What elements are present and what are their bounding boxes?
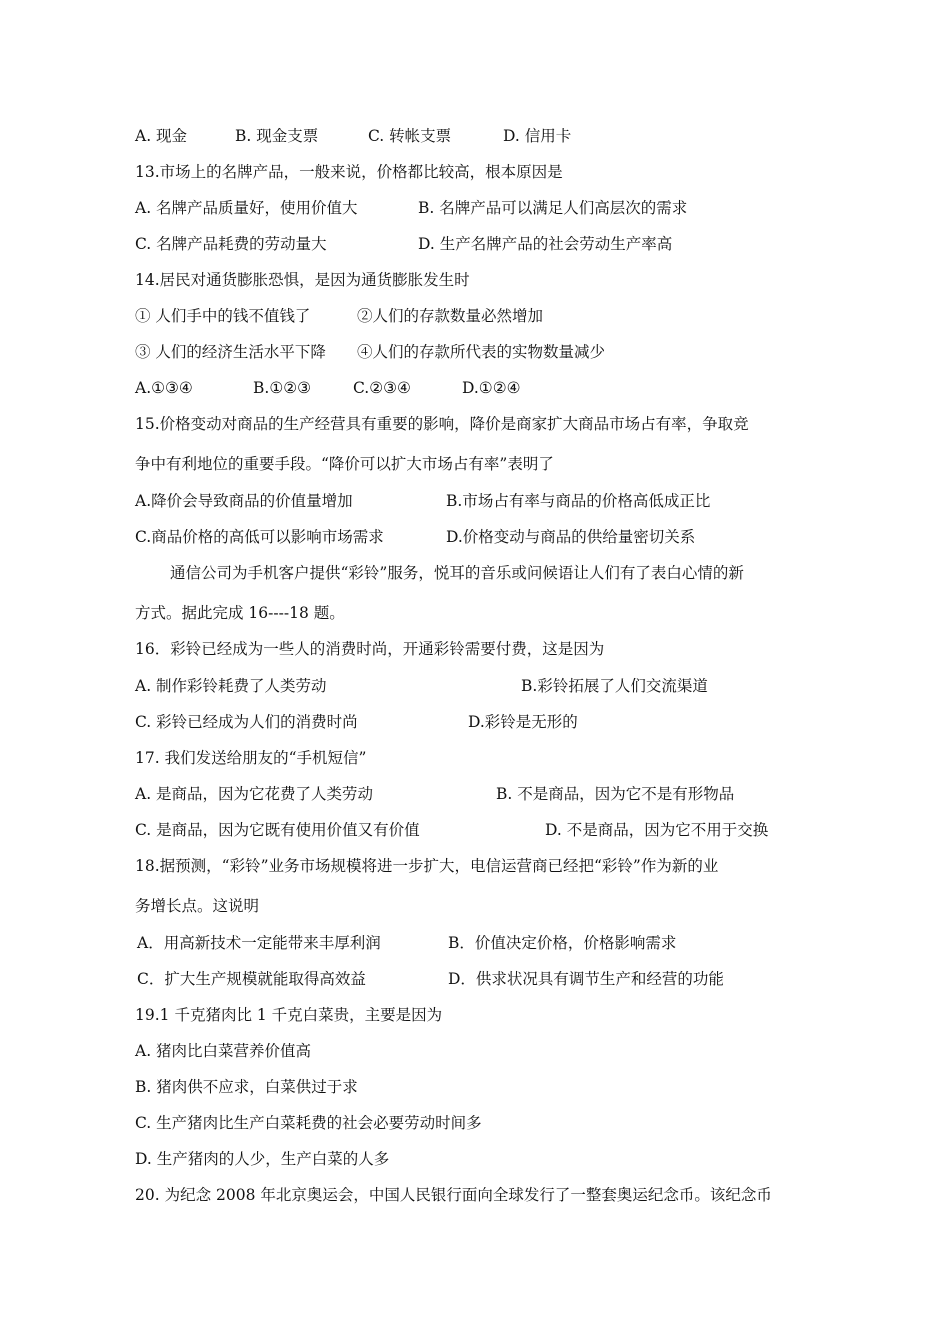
option-d: D. 生产名牌产品的社会劳动生产率高: [418, 235, 673, 253]
option-a: A. 制作彩铃耗费了人类劳动: [135, 677, 327, 695]
question-17: 17. 我们发送给朋友的“手机短信”: [135, 749, 367, 767]
statement-4: ④人们的存款所代表的实物数量减少: [357, 343, 606, 361]
question-18-line-1: 18.据预测，“彩铃”业务市场规模将进一步扩大，电信运营商已经把“彩铃”作为新的业: [135, 857, 719, 875]
option-b: B.市场占有率与商品的价格高低成正比: [446, 492, 711, 510]
option-d: D.彩铃是无形的: [468, 713, 578, 731]
passage-line-2: 方式。据此完成 16----18 题。: [135, 604, 345, 622]
statement-1: ① 人们手中的钱不值钱了: [135, 307, 311, 325]
option-a: A. 是商品，因为它花费了人类劳动: [135, 785, 374, 803]
question-20: 20. 为纪念 2008 年北京奥运会，中国人民银行面向全球发行了一整套奥运纪念币。该纪念币: [135, 1186, 772, 1204]
option-b: B．价值决定价格，价格影响需求: [448, 934, 677, 952]
option-a: A.①③④: [135, 379, 193, 397]
statement-2: ②人们的存款数量必然增加: [357, 307, 544, 325]
question-13: 13.市场上的名牌产品，一般来说，价格都比较高，根本原因是: [135, 163, 563, 181]
option-b: B. 现金支票: [235, 127, 319, 145]
passage-line-1: 通信公司为手机客户提供“彩铃”服务，悦耳的音乐或问候语让人们有了表白心情的新: [170, 564, 744, 582]
option-d: D. 信用卡: [503, 127, 572, 145]
option-c: C. 是商品，因为它既有使用价值又有价值: [135, 821, 420, 839]
option-c: C. 名牌产品耗费的劳动量大: [135, 235, 327, 253]
option-c: C.②③④: [353, 379, 411, 397]
option-b: B. 名牌产品可以满足人们高层次的需求: [418, 199, 688, 217]
question-19: 19.1 千克猪肉比 1 千克白菜贵，主要是因为: [135, 1006, 443, 1024]
question-15-line-2: 争中有利地位的重要手段。“降价可以扩大市场占有率”表明了: [135, 455, 554, 473]
question-18-line-2: 务增长点。这说明: [135, 897, 260, 915]
option-a: A．用高新技术一定能带来丰厚利润: [137, 934, 381, 952]
question-14: 14.居民对通货膨胀恐惧，是因为通货膨胀发生时: [135, 271, 470, 289]
question-16: 16．彩铃已经成为一些人的消费时尚，开通彩铃需要付费，这是因为: [135, 640, 605, 658]
option-d: D. 不是商品，因为它不用于交换: [545, 821, 769, 839]
option-c: C. 彩铃已经成为人们的消费时尚: [135, 713, 358, 731]
option-c: C．扩大生产规模就能取得高效益: [137, 970, 366, 988]
option-d: D．供求状况具有调节生产和经营的功能: [448, 970, 724, 988]
option-b: B. 不是商品，因为它不是有形物品: [496, 785, 735, 803]
q19-option-a: A. 猪肉比白菜营养价值高: [135, 1042, 312, 1060]
option-a: A. 名牌产品质量好，使用价值大: [135, 199, 358, 217]
option-d: D.①②④: [462, 379, 521, 397]
option-d: D.价格变动与商品的供给量密切关系: [446, 528, 696, 546]
statement-3: ③ 人们的经济生活水平下降: [135, 343, 326, 361]
question-15-line-1: 15.价格变动对商品的生产经营具有重要的影响，降价是商家扩大商品市场占有率，争取竞: [135, 415, 749, 433]
option-c: C. 转帐支票: [368, 127, 452, 145]
option-a: A.降价会导致商品的价值量增加: [135, 492, 353, 510]
q19-option-b: B. 猪肉供不应求，白菜供过于求: [135, 1078, 358, 1096]
q19-option-d: D. 生产猪肉的人少，生产白菜的人多: [135, 1150, 390, 1168]
option-b: B.①②③: [253, 379, 312, 397]
option-a: A. 现金: [135, 127, 188, 145]
option-b: B.彩铃拓展了人们交流渠道: [521, 677, 708, 695]
option-c: C.商品价格的高低可以影响市场需求: [135, 528, 384, 546]
q19-option-c: C. 生产猪肉比生产白菜耗费的社会必要劳动时间多: [135, 1114, 482, 1132]
